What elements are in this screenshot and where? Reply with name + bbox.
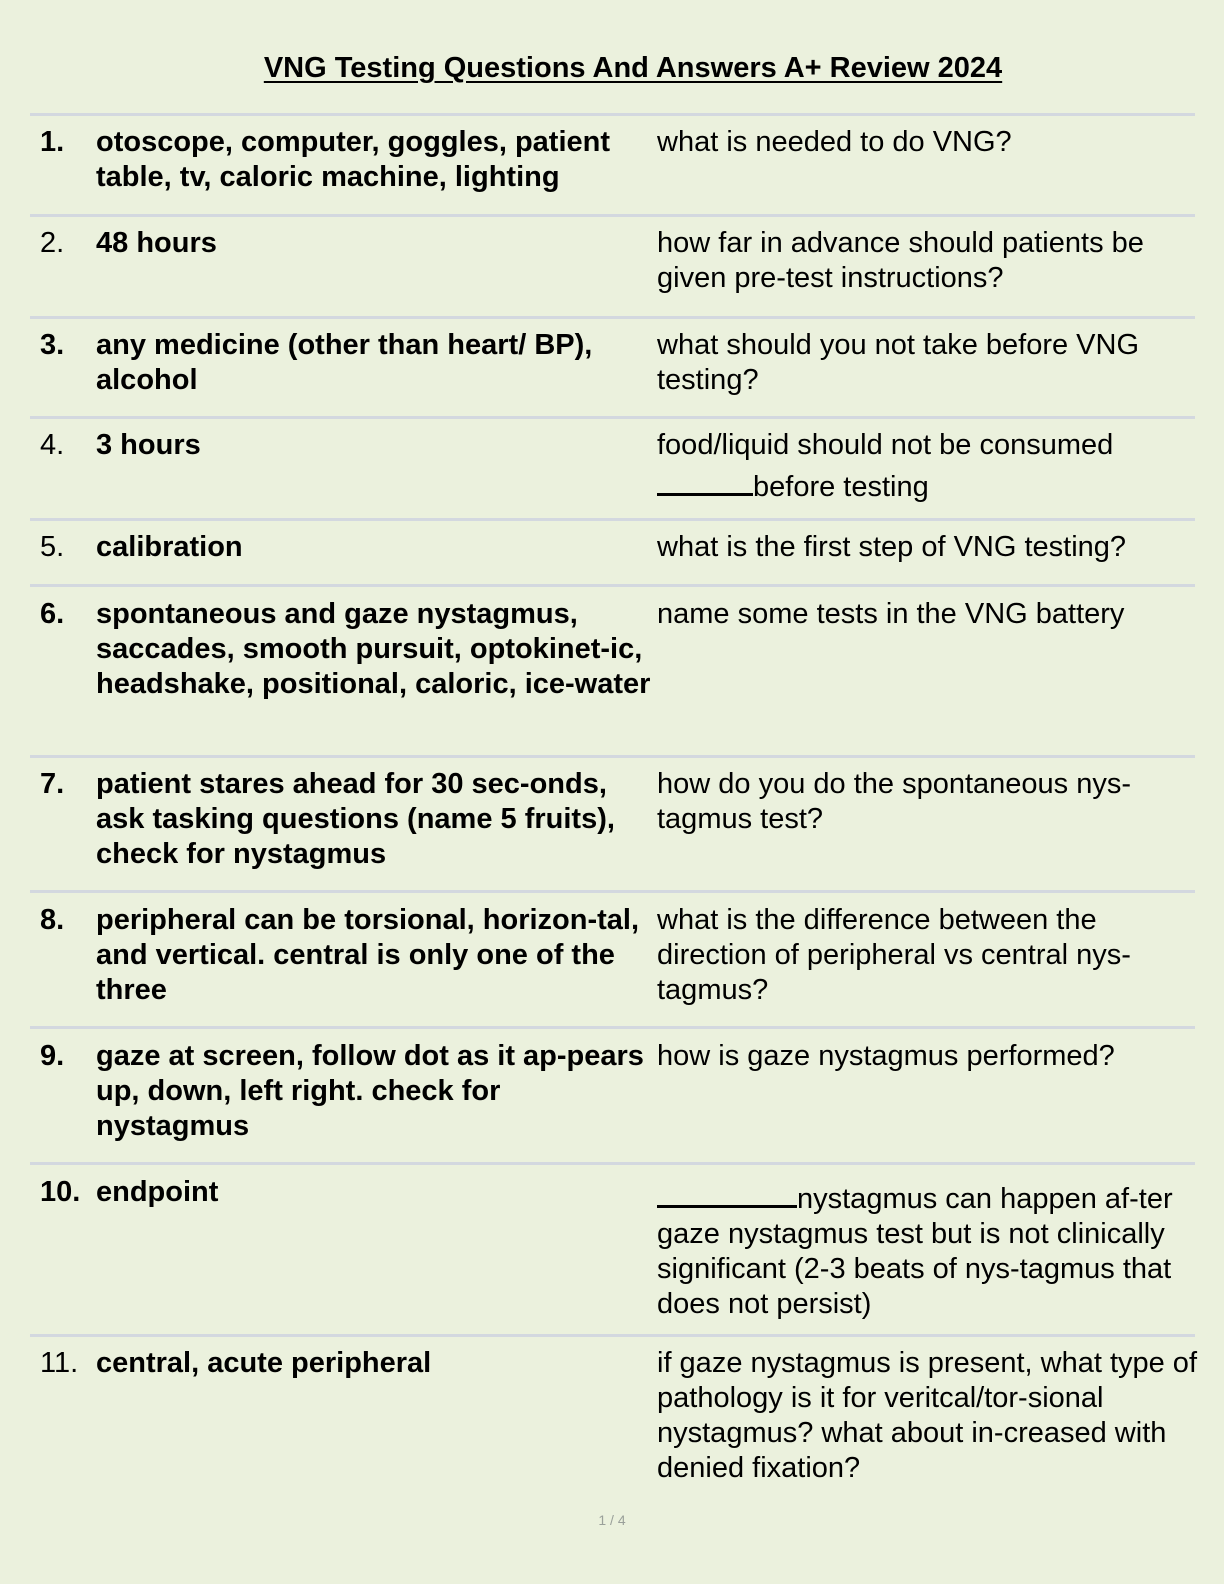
- item-number: 11.: [40, 1347, 79, 1379]
- answer-text: calibration: [96, 531, 243, 563]
- divider: [30, 113, 1195, 116]
- item-number: 3.: [40, 329, 65, 361]
- item-number: 4.: [40, 429, 65, 461]
- item-number: 10.: [40, 1176, 81, 1208]
- answer-text: gaze at screen, follow dot as it ap-pears up, down, left right. check for nystagmus: [96, 1040, 644, 1142]
- divider: [30, 1026, 1195, 1029]
- answer-text: patient stares ahead for 30 sec-onds, ask tasking questions (name 5 fruits), check for nystagmus: [96, 768, 615, 870]
- page-number: 1 / 4: [598, 1512, 626, 1528]
- question-text: what is needed to do VNG?: [657, 126, 1012, 158]
- item-number: 5.: [40, 531, 65, 563]
- divider: [30, 518, 1195, 521]
- question-text: what is the difference between the direction of peripheral vs central nys-tagmus?: [657, 904, 1131, 1006]
- answer-text: 3 hours: [96, 429, 201, 461]
- fill-in-blank: [657, 463, 753, 496]
- answer-text: central, acute peripheral: [96, 1347, 432, 1379]
- question-text: what is the first step of VNG testing?: [657, 531, 1127, 563]
- item-number: 9.: [40, 1040, 65, 1072]
- question-text: [657, 1175, 1197, 1322]
- question-text: how far in advance should patients be given pre-test instructions?: [657, 227, 1144, 294]
- question-text-end: nystagmus can happen af-ter gaze nystagmus test but is not clinically significant (2-3 beats of nys-tagmus that does not persist): [657, 1183, 1173, 1320]
- question-text: how do you do the spontaneous nys-tagmus test?: [657, 768, 1131, 835]
- answer-text: endpoint: [96, 1176, 219, 1208]
- question-text: [657, 428, 1197, 505]
- answer-text: 48 hours: [96, 227, 217, 259]
- divider: [30, 214, 1195, 217]
- divider: [30, 1334, 1195, 1337]
- page-title: VNG Testing Questions And Answers A+ Review 2024: [263, 52, 1003, 84]
- divider: [30, 584, 1195, 587]
- question-text: what should you not take before VNG testing?: [657, 329, 1140, 396]
- divider: [30, 890, 1195, 893]
- divider: [30, 416, 1195, 419]
- fill-in-blank: [657, 1175, 797, 1208]
- question-text-start: food/liquid should not be consumed: [657, 429, 1114, 461]
- item-number: 6.: [40, 598, 65, 630]
- answer-text: otoscope, computer, goggles, patient table, tv, caloric machine, lighting: [96, 126, 610, 193]
- item-number: 1.: [40, 126, 65, 158]
- question-text: how is gaze nystagmus performed?: [657, 1040, 1115, 1072]
- divider: [30, 755, 1195, 758]
- answer-text: peripheral can be torsional, horizon-tal, and vertical. central is only one of the three: [96, 904, 640, 1006]
- answer-text: any medicine (other than heart/ BP), alcohol: [96, 329, 593, 396]
- answer-text: spontaneous and gaze nystagmus, saccades, smooth pursuit, optokinet-ic, headshake, positional, caloric, ice-water: [96, 598, 651, 700]
- question-text: if gaze nystagmus is present, what type of pathology is it for veritcal/tor-sional nystagmus? what about in-creased with denied fixation?: [657, 1347, 1197, 1484]
- question-text-end: before testing: [753, 471, 929, 503]
- divider: [30, 1162, 1195, 1165]
- item-number: 2.: [40, 227, 65, 259]
- divider: [30, 316, 1195, 319]
- question-text: name some tests in the VNG battery: [657, 598, 1125, 630]
- item-number: 7.: [40, 768, 65, 800]
- item-number: 8.: [40, 904, 65, 936]
